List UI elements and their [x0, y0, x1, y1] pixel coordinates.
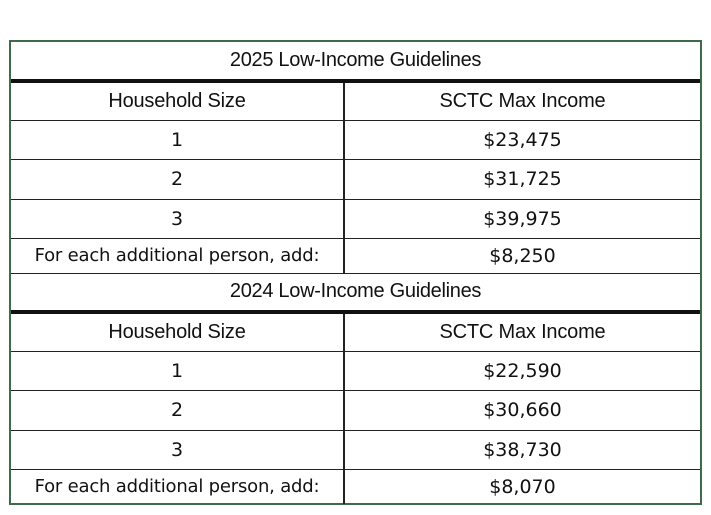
max-income-cell: $22,590: [344, 351, 700, 390]
max-income-cell: $38,730: [344, 430, 700, 469]
column-header-max-income: SCTC Max Income: [344, 81, 700, 120]
max-income-cell: $23,475: [344, 120, 700, 159]
max-income-cell: $39,975: [344, 199, 700, 238]
household-size-cell: 1: [11, 351, 344, 390]
column-header-max-income: SCTC Max Income: [344, 312, 700, 351]
guidelines-grid: [11, 42, 700, 504]
table-title-row-2024: [11, 273, 700, 312]
table-row: [11, 351, 700, 390]
table-row: [11, 390, 700, 430]
table-title-2024: 2024 Low-Income Guidelines: [11, 273, 700, 312]
table-row: [11, 159, 700, 199]
table-row: [11, 199, 700, 238]
additional-person-row-2025: [11, 238, 700, 273]
household-size-cell: 1: [11, 120, 344, 159]
column-header-household-size: Household Size: [11, 312, 344, 351]
table-row: [11, 430, 700, 469]
additional-person-label: For each additional person, add:: [11, 469, 344, 504]
additional-person-income: $8,250: [344, 238, 700, 273]
household-size-cell: 3: [11, 199, 344, 238]
household-size-cell: 3: [11, 430, 344, 469]
additional-person-income: $8,070: [344, 469, 700, 504]
additional-person-row-2024: [11, 469, 700, 504]
table-title-row-2025: [11, 42, 700, 81]
table-title-2025: 2025 Low-Income Guidelines: [229, 49, 482, 71]
max-income-cell: $31,725: [344, 159, 700, 199]
household-size-cell: 2: [11, 159, 344, 199]
income-guidelines-table: [9, 40, 702, 505]
additional-person-label: For each additional person, add:: [11, 238, 344, 273]
household-size-cell: 2: [11, 390, 344, 430]
max-income-cell: $30,660: [344, 390, 700, 430]
table-row: [11, 120, 700, 159]
header-row-2024: [11, 312, 700, 351]
column-header-household-size: Household Size: [11, 81, 344, 120]
header-row-2025: [11, 81, 700, 120]
